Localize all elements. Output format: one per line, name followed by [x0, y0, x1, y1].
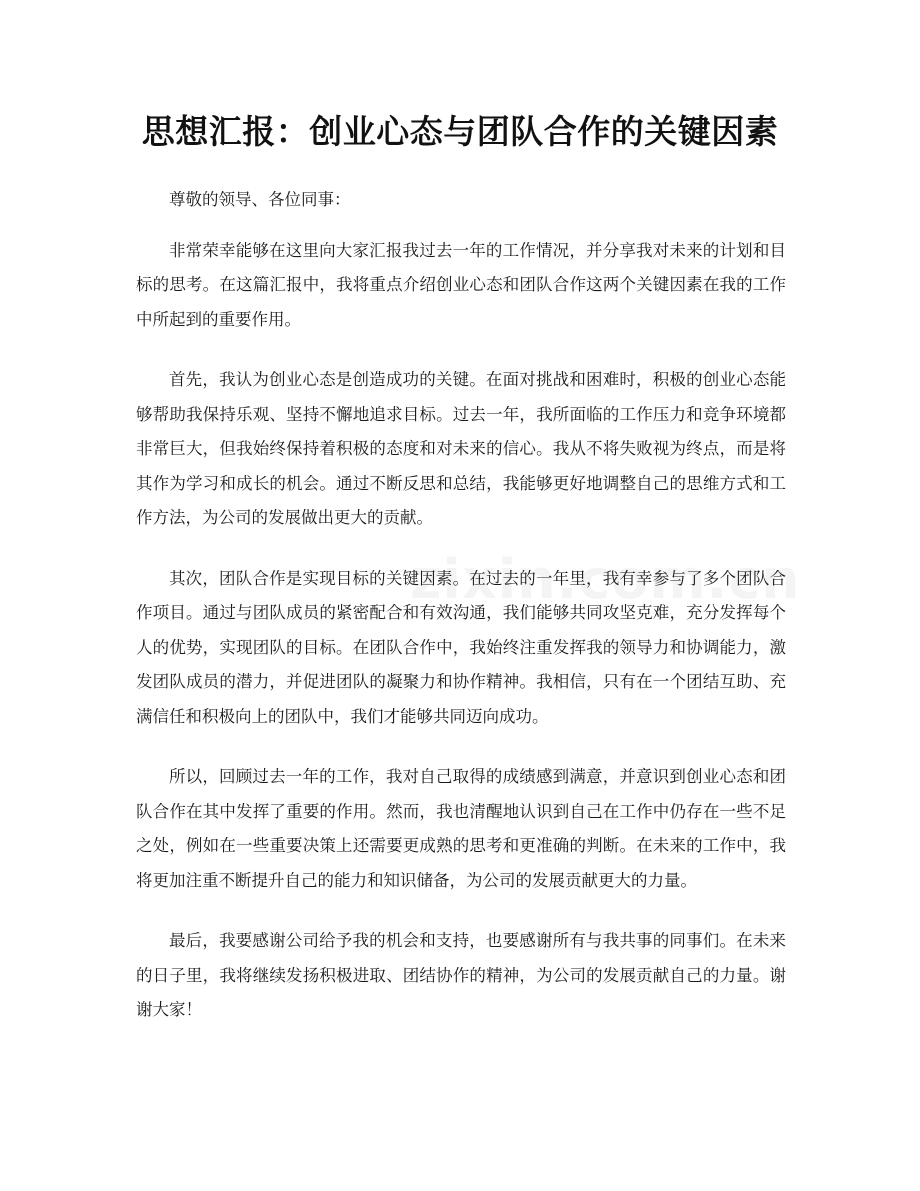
paragraph-entrepreneurial-mindset: 首先，我认为创业心态是创造成功的关键。在面对挑战和困难时，积极的创业心态能够帮助我保持乐观、坚持不懈地追求目标。过去一年，我所面临的工作压力和竞争环境都非常巨大，但我始终保持着积极的态度和对未来的信心。我从不将失败视为终点，而是将其作为学习和成长的机会。通过不断反思和总结，我能够更好地调整自己的思维方式和工作方法，为公司的发展做出更大的贡献。 [136, 370, 786, 527]
paragraph-review: 所以，回顾过去一年的工作，我对自己取得的成绩感到满意，并意识到创业心态和团队合作在其中发挥了重要的作用。然而，我也清醒地认识到自己在工作中仍存在一些不足之处，例如在一些重要决策上还需要更成熟的思考和更准确的判断。在未来的工作中，我将更加注重不断提升自己的能力和知识储备，为公司的发展贡献更大的力量。 [136, 767, 786, 890]
salutation: 尊敬的领导、各位同事： [169, 190, 351, 209]
paragraph-intro: 非常荣幸能够在这里向大家汇报我过去一年的工作情况，并分享我对未来的计划和目标的思考。在这篇汇报中，我将重点介绍创业心态和团队合作这两个关键因素在我的工作中所起到的重要作用。 [136, 240, 786, 329]
document-body [136, 183, 786, 1054]
document-title: 思想汇报：创业心态与团队合作的关键因素 [141, 112, 779, 151]
paragraph-teamwork: 其次，团队合作是实现目标的关键因素。在过去的一年里，我有幸参与了多个团队合作项目。通过与团队成员的紧密配合和有效沟通，我们能够共同攻坚克难，充分发挥每个人的优势，实现团队的目标。在团队合作中，我始终注重发挥我的领导力和协调能力，激发团队成员的潜力，并促进团队的凝聚力和协作精神。我相信，只有在一个团结互助、充满信任和积极向上的团队中，我们才能够共同迈向成功。 [136, 568, 786, 726]
paragraph-closing: 最后，我要感谢公司给予我的机会和支持，也要感谢所有与我共事的同事们。在未来的日子里，我将继续发扬积极进取、团结协作的精神，为公司的发展贡献自己的力量。谢谢大家！ [136, 931, 786, 1019]
